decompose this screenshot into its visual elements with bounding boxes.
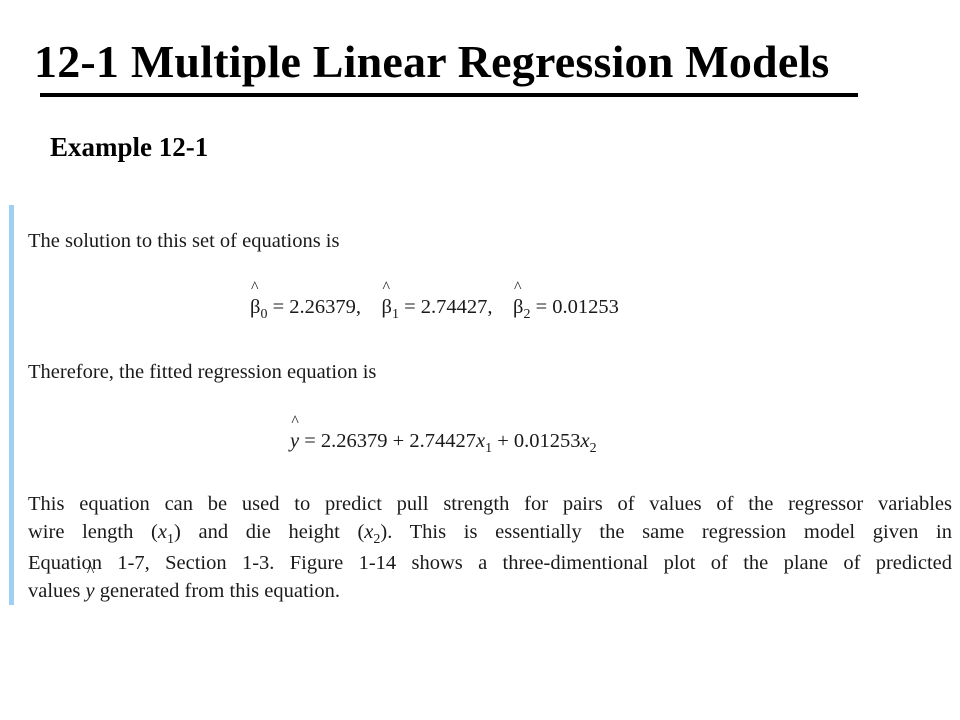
accent-bar: [9, 205, 14, 605]
intro-text: The solution to this set of equations is: [28, 230, 340, 252]
beta0-symbol: ^ β: [250, 293, 260, 321]
beta1-value: = 2.74427,: [404, 296, 493, 318]
x1-subscript: 1: [485, 441, 493, 456]
beta1-symbol: ^ β: [382, 293, 392, 321]
beta2-symbol: ^ β: [513, 293, 523, 321]
x1-symbol: x: [475, 430, 486, 452]
title-underline: [40, 93, 858, 97]
beta0-value: = 2.26379,: [272, 296, 361, 318]
beta1-subscript: 1: [391, 307, 399, 322]
textbook-excerpt: [0, 205, 960, 605]
y-hat-symbol: ^ y: [290, 427, 299, 455]
fitted-equation: [290, 427, 597, 458]
explanation-paragraph: [28, 490, 952, 605]
fitted-intro-text: Therefore, the fitted regression equation is: [28, 361, 377, 383]
example-heading: Example 12-1: [50, 132, 209, 162]
equation-part-a: = 2.26379 + 2.74427: [304, 430, 476, 452]
x2-symbol: x: [580, 430, 590, 452]
slide-title: 12-1 Multiple Linear Regression Models: [34, 36, 830, 87]
coefficient-estimates: [250, 293, 619, 324]
explanation-line-3: Equation 1-7, Section 1-3. Figure 1-14 shows a three-dimentional plot of the plane of predicted: [28, 552, 952, 574]
explanation-line-1: This equation can be used to predict pull strength for pairs of values of the regressor variables: [28, 493, 952, 515]
explanation-line-2: wire length $(x_1)$ and die height $(x_2)$. This is essentially the same regression model given in: [28, 521, 952, 547]
beta2-value: = 0.01253: [535, 296, 619, 318]
equation-part-b: + 0.01253: [497, 430, 581, 452]
beta0-subscript: 0: [260, 307, 268, 322]
x2-subscript: 2: [589, 441, 597, 456]
beta2-subscript: 2: [523, 307, 531, 322]
explanation-line-4: values ^ y generated from this equation.: [28, 577, 952, 605]
